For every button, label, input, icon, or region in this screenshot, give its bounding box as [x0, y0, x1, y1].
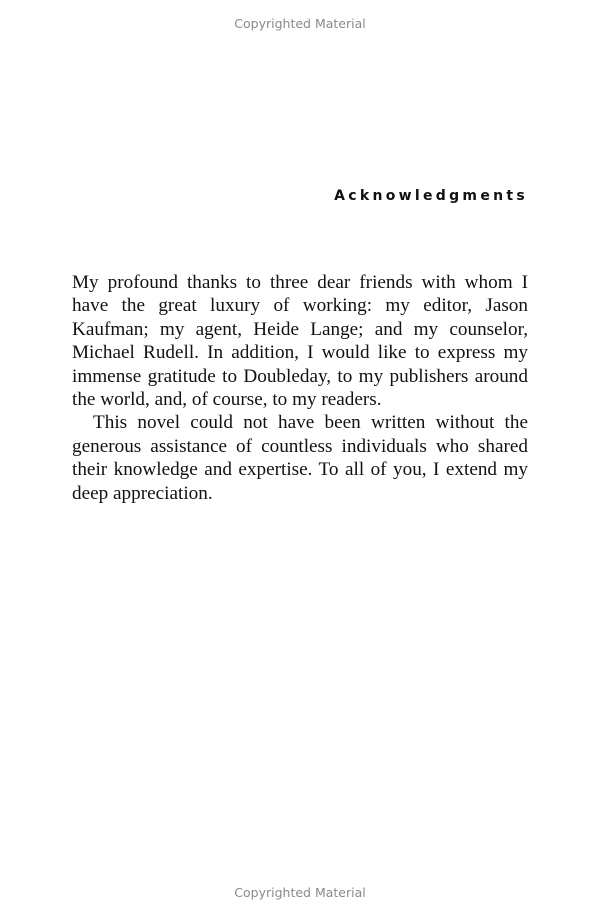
copyright-watermark-top: Copyrighted Material — [234, 16, 366, 31]
paragraph-1: My profound thanks to three dear friends with whom I have the great luxury of working: my editor, Jason Kaufman; my agent, Heide Lange; and my counselor, Michael Rudell. In addition, I would like to express my immense gratitude to Doubleday, to my publishers around the world, and, of course, to my readers. — [72, 272, 528, 411]
page-title: Acknowledgments — [334, 188, 528, 204]
paragraph-2: This novel could not have been written without the generous assistance of countless individuals who shared their knowledge and expertise. To all of you, I extend my deep appreciation. — [72, 412, 528, 504]
acknowledgments-body — [72, 271, 528, 505]
copyright-watermark-bottom: Copyrighted Material — [234, 885, 366, 900]
